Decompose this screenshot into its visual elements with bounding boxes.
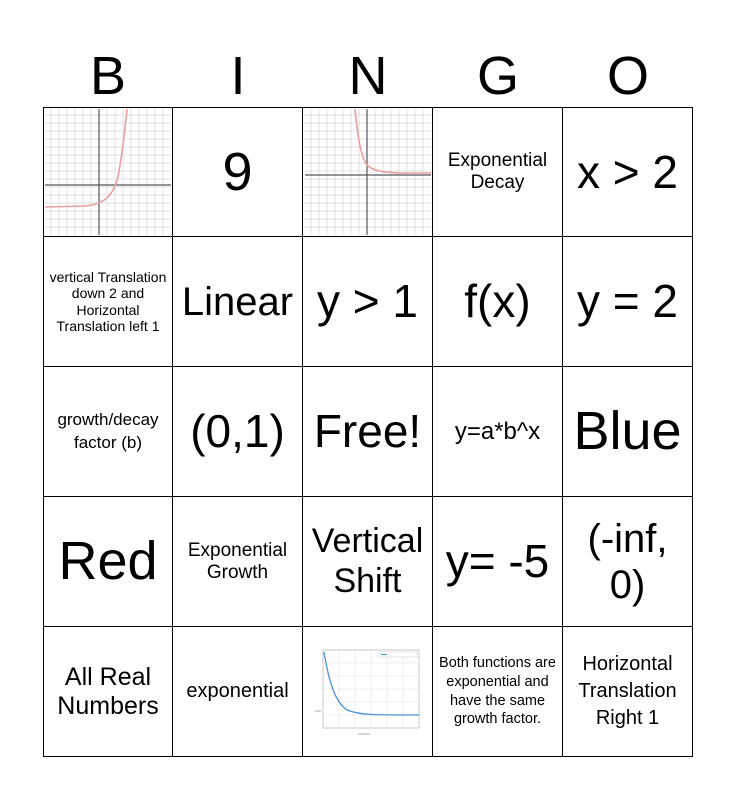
bingo-cell[interactable] — [563, 627, 693, 757]
cell-text: Both functions are exponential and have the same growth factor. — [439, 654, 556, 728]
bingo-cell[interactable] — [563, 237, 693, 367]
bingo-cell[interactable] — [303, 107, 433, 237]
bingo-cell[interactable] — [433, 627, 563, 757]
bingo-cell[interactable] — [43, 497, 173, 627]
cell-text: (0,1) — [190, 405, 285, 458]
cell-text: growth/decay factor (b) — [57, 410, 159, 452]
bingo-cell[interactable] — [173, 367, 303, 497]
cell-text: y > 1 — [316, 275, 418, 328]
cell-text: Horizontal Translation Right 1 — [578, 653, 677, 729]
bingo-cell[interactable] — [563, 107, 693, 237]
exponential-growth-graph-image — [45, 109, 171, 235]
bingo-cell[interactable] — [173, 237, 303, 367]
bingo-cell[interactable] — [433, 107, 563, 237]
bingo-cell[interactable] — [303, 237, 433, 367]
cell-text: Linear — [181, 279, 294, 324]
cell-text: Exponential Growth — [187, 539, 288, 583]
bingo-cell[interactable] — [43, 237, 173, 367]
cell-text: Exponential Decay — [447, 150, 548, 193]
cell-text: (-inf, 0) — [587, 516, 668, 607]
header-letter-i: I — [230, 46, 246, 106]
bingo-cell[interactable] — [433, 237, 563, 367]
header-letter-o: O — [606, 46, 649, 106]
header-letter-g: G — [476, 46, 519, 106]
cell-text: y = 2 — [576, 275, 678, 328]
bingo-cell[interactable] — [173, 107, 303, 237]
bingo-cell[interactable] — [303, 497, 433, 627]
cell-text: Red — [58, 531, 158, 592]
bingo-cell[interactable] — [433, 367, 563, 497]
bingo-board — [43, 107, 693, 757]
cell-text: vertical Translation down 2 and Horizontal Translation left 1 — [49, 269, 167, 334]
cell-text: Free! — [313, 405, 422, 458]
cell-text: y=a*b^x — [454, 417, 541, 445]
cell-text: Blue — [573, 401, 682, 462]
cell-text: All Real Numbers — [57, 662, 159, 720]
bingo-cell[interactable] — [563, 367, 693, 497]
cell-text: 9 — [222, 141, 253, 202]
cell-text: x > 2 — [576, 145, 678, 198]
bingo-cell[interactable] — [303, 627, 433, 757]
bingo-cell[interactable] — [563, 497, 693, 627]
cell-text: Vertical Shift — [311, 522, 424, 600]
exponential-decay-graph-image — [305, 109, 431, 235]
cell-text: exponential — [186, 680, 289, 702]
bingo-cell[interactable] — [173, 627, 303, 757]
bingo-cell[interactable] — [433, 497, 563, 627]
decay-time-chart-image — [313, 646, 423, 738]
bingo-header — [43, 44, 693, 108]
cell-text: y= -5 — [445, 535, 550, 588]
free-space-cell[interactable] — [303, 367, 433, 497]
header-letter-b: B — [89, 46, 127, 106]
header-letter-n: N — [348, 46, 388, 106]
bingo-cell[interactable] — [43, 627, 173, 757]
bingo-cell[interactable] — [173, 497, 303, 627]
bingo-cell[interactable] — [43, 107, 173, 237]
bingo-cell[interactable] — [43, 367, 173, 497]
cell-text: f(x) — [464, 275, 531, 328]
